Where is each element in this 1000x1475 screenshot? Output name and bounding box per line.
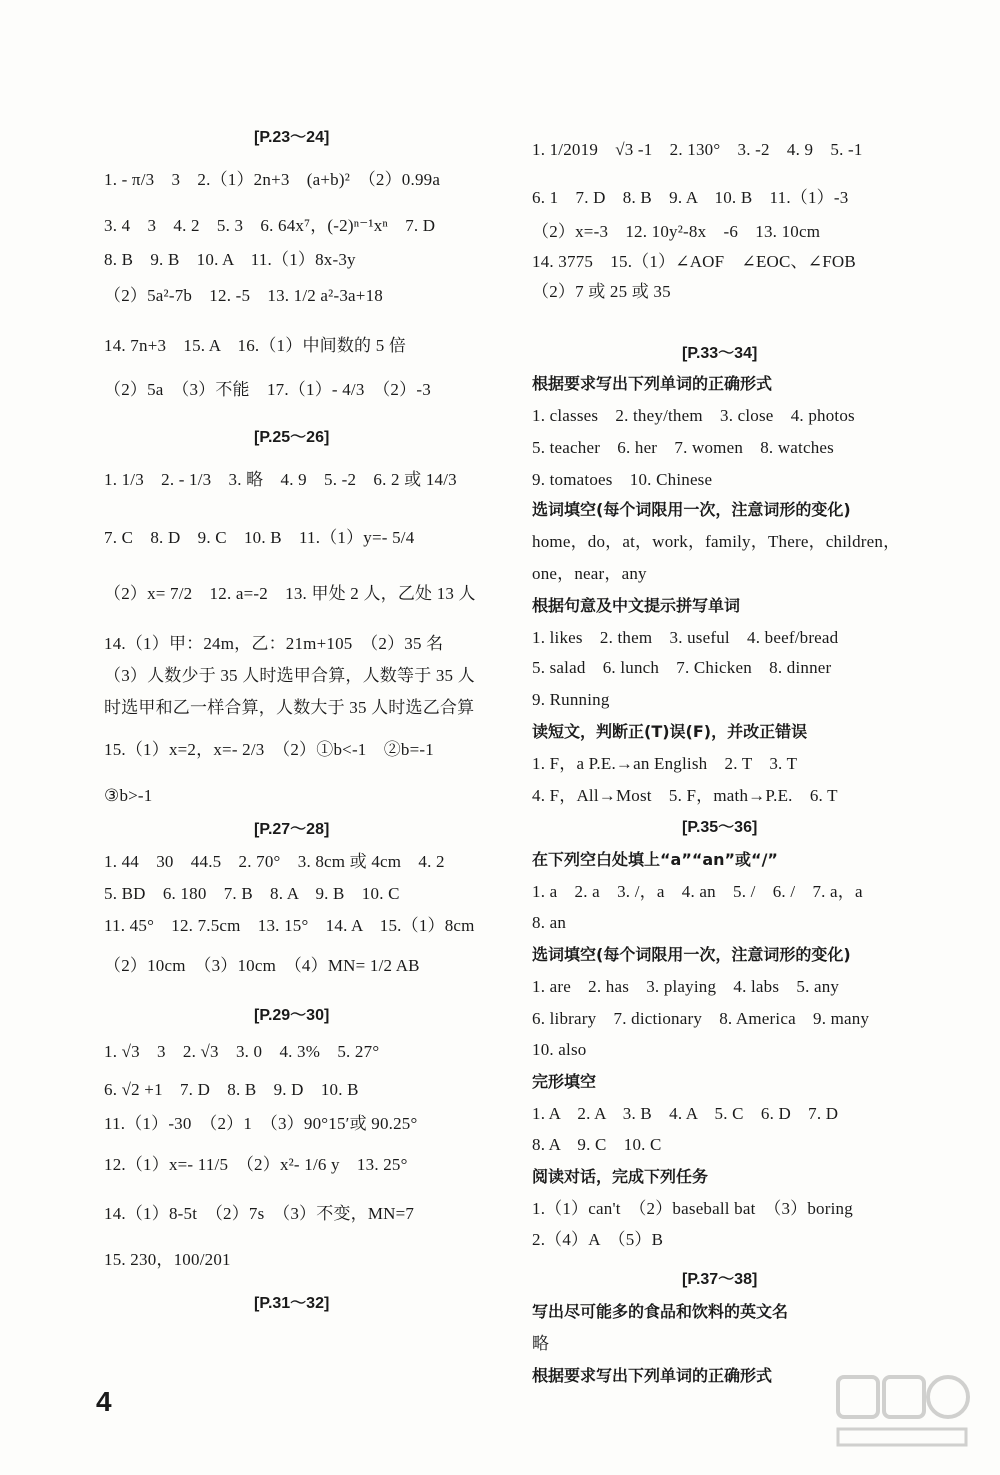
answer-line: 8. B 9. B 10. A 11.（1）8x-3y — [104, 250, 356, 269]
exercise-heading: 选词填空(每个词限用一次，注意词形的变化) — [532, 945, 851, 964]
answer-line: home，do，at，work，family，There，children， — [532, 532, 901, 551]
answer-line: （2）x= 7/2 12. a=-2 13. 甲处 2 人，乙处 13 人 — [104, 584, 476, 603]
exercise-heading: 在下列空白处填上“a”“an”或“/” — [532, 850, 778, 869]
exercise-heading: 根据要求写出下列单词的正确形式 — [532, 374, 773, 393]
answer-line: 8. A 9. C 10. C — [532, 1135, 662, 1154]
answer-line: 14.（1）8-5t （2）7s （3）不变，MN=7 — [104, 1204, 415, 1223]
exercise-heading: 读短文，判断正(T)误(F)，并改正错误 — [532, 722, 808, 741]
answer-line: ③b>-1 — [104, 786, 153, 805]
answer-line: 5. teacher 6. her 7. women 8. watches — [532, 438, 834, 457]
answer-line: （2）x=-3 12. 10y²-8x -6 13. 10cm — [532, 222, 821, 241]
answer-line: 6. library 7. dictionary 8. America 9. many — [532, 1009, 870, 1028]
answer-line: 8. an — [532, 913, 567, 932]
answer-line: 9. tomatoes 10. Chinese — [532, 470, 713, 489]
answer-line: 15. 230，100/201 — [104, 1250, 231, 1269]
section-header: [P.25～26] — [254, 429, 330, 446]
answer-line: 1. a 2. a 3. /，a 4. an 5. / 6. / 7. a，a — [532, 882, 863, 901]
answer-line: 9. Running — [532, 690, 610, 709]
answer-line: 14. 3775 15.（1）∠AOF ∠EOC、∠FOB — [532, 252, 856, 271]
answer-line: 5. salad 6. lunch 7. Chicken 8. dinner — [532, 658, 832, 677]
section-header: [P.23～24] — [254, 129, 330, 146]
answer-line: 6. √2 +1 7. D 8. B 9. D 10. B — [104, 1080, 359, 1099]
answer-line: 1. F，a P.E.→an English 2. T 3. T — [532, 754, 798, 773]
answer-line: 1. - π/3 3 2.（1）2n+3 (a+b)² （2）0.99a — [104, 170, 441, 189]
section-header: [P.33～34] — [682, 345, 758, 362]
exercise-heading: 根据要求写出下列单词的正确形式 — [532, 1366, 773, 1385]
answer-line: 14.（1）甲：24m，乙：21m+105 （2）35 名 — [104, 634, 444, 653]
answer-line: 1. classes 2. they/them 3. close 4. photos — [532, 406, 855, 425]
answer-line: （3）人数少于 35 人时选甲合算，人数等于 35 人 — [104, 666, 475, 685]
answer-line: 15.（1）x=2，x=- 2/3 （2）①b<-1 ②b=-1 — [104, 740, 434, 759]
answer-line: （2）5a²-7b 12. -5 13. 1/2 a²-3a+18 — [104, 286, 383, 305]
answer-line: 11.（1）-30 （2）1 （3）90°15′或 90.25° — [104, 1114, 418, 1133]
exercise-heading: 选词填空(每个词限用一次，注意词形的变化) — [532, 500, 851, 519]
answer-line: 3. 4 3 4. 2 5. 3 6. 64x⁷，(-2)ⁿ⁻¹xⁿ 7. D — [104, 216, 436, 235]
answer-line: 1. A 2. A 3. B 4. A 5. C 6. D 7. D — [532, 1104, 839, 1123]
section-header: [P.31～32] — [254, 1295, 330, 1312]
answer-line: 2.（4）A （5）B — [532, 1230, 664, 1249]
answer-line: 4. F，All→Most 5. F，math→P.E. 6. T — [532, 786, 838, 805]
answer-line: 1. √3 3 2. √3 3. 0 4. 3% 5. 27° — [104, 1042, 380, 1061]
answer-line: 1. likes 2. them 3. useful 4. beef/bread — [532, 628, 839, 647]
section-header: [P.37～38] — [682, 1271, 758, 1288]
answer-line: 1. 44 30 44.5 2. 70° 3. 8cm 或 4cm 4. 2 — [104, 852, 445, 871]
answer-line: 6. 1 7. D 8. B 9. A 10. B 11.（1）-3 — [532, 188, 849, 207]
answer-line: one，near，any — [532, 564, 647, 583]
answer-line: 10. also — [532, 1040, 587, 1059]
watermark-logo — [832, 1371, 972, 1451]
answer-line: （2）5a （3）不能 17.（1）- 4/3 （2）-3 — [104, 380, 431, 399]
exercise-heading: 完形填空 — [532, 1072, 597, 1091]
answer-line: （2）10cm （3）10cm （4）MN= 1/2 AB — [104, 956, 420, 975]
answer-line: 时选甲和乙一样合算，人数大于 35 人时选乙合算 — [104, 698, 475, 717]
answer-line: 5. BD 6. 180 7. B 8. A 9. B 10. C — [104, 884, 400, 903]
answer-line: 1.（1）can't （2）baseball bat （3）boring — [532, 1199, 853, 1218]
section-header: [P.27～28] — [254, 821, 330, 838]
answer-line: 1. 1/2019 √3 -1 2. 130° 3. -2 4. 9 5. -1 — [532, 140, 863, 159]
exercise-heading: 根据句意及中文提示拼写单词 — [532, 596, 741, 615]
section-header: [P.29～30] — [254, 1007, 330, 1024]
answer-line: （2）7 或 25 或 35 — [532, 282, 671, 301]
answer-line: 1. are 2. has 3. playing 4. labs 5. any — [532, 977, 840, 996]
answer-line: 1. 1/3 2. - 1/3 3. 略 4. 9 5. -2 6. 2 或 14/3 — [104, 470, 457, 489]
section-header: [P.35～36] — [682, 819, 758, 836]
answer-line: 7. C 8. D 9. C 10. B 11.（1）y=- 5/4 — [104, 528, 415, 547]
exercise-heading: 阅读对话，完成下列任务 — [532, 1167, 709, 1186]
answer-line: 12.（1）x=- 11/5 （2）x²- 1/6 y 13. 25° — [104, 1155, 408, 1174]
answer-line: 11. 45° 12. 7.5cm 13. 15° 14. A 15.（1）8cm — [104, 916, 475, 935]
page-number: 4 — [96, 1386, 112, 1417]
answer-line: 略 — [532, 1334, 550, 1353]
answer-line: 14. 7n+3 15. A 16.（1）中间数的 5 倍 — [104, 336, 407, 355]
exercise-heading: 写出尽可能多的食品和饮料的英文名 — [532, 1302, 789, 1321]
